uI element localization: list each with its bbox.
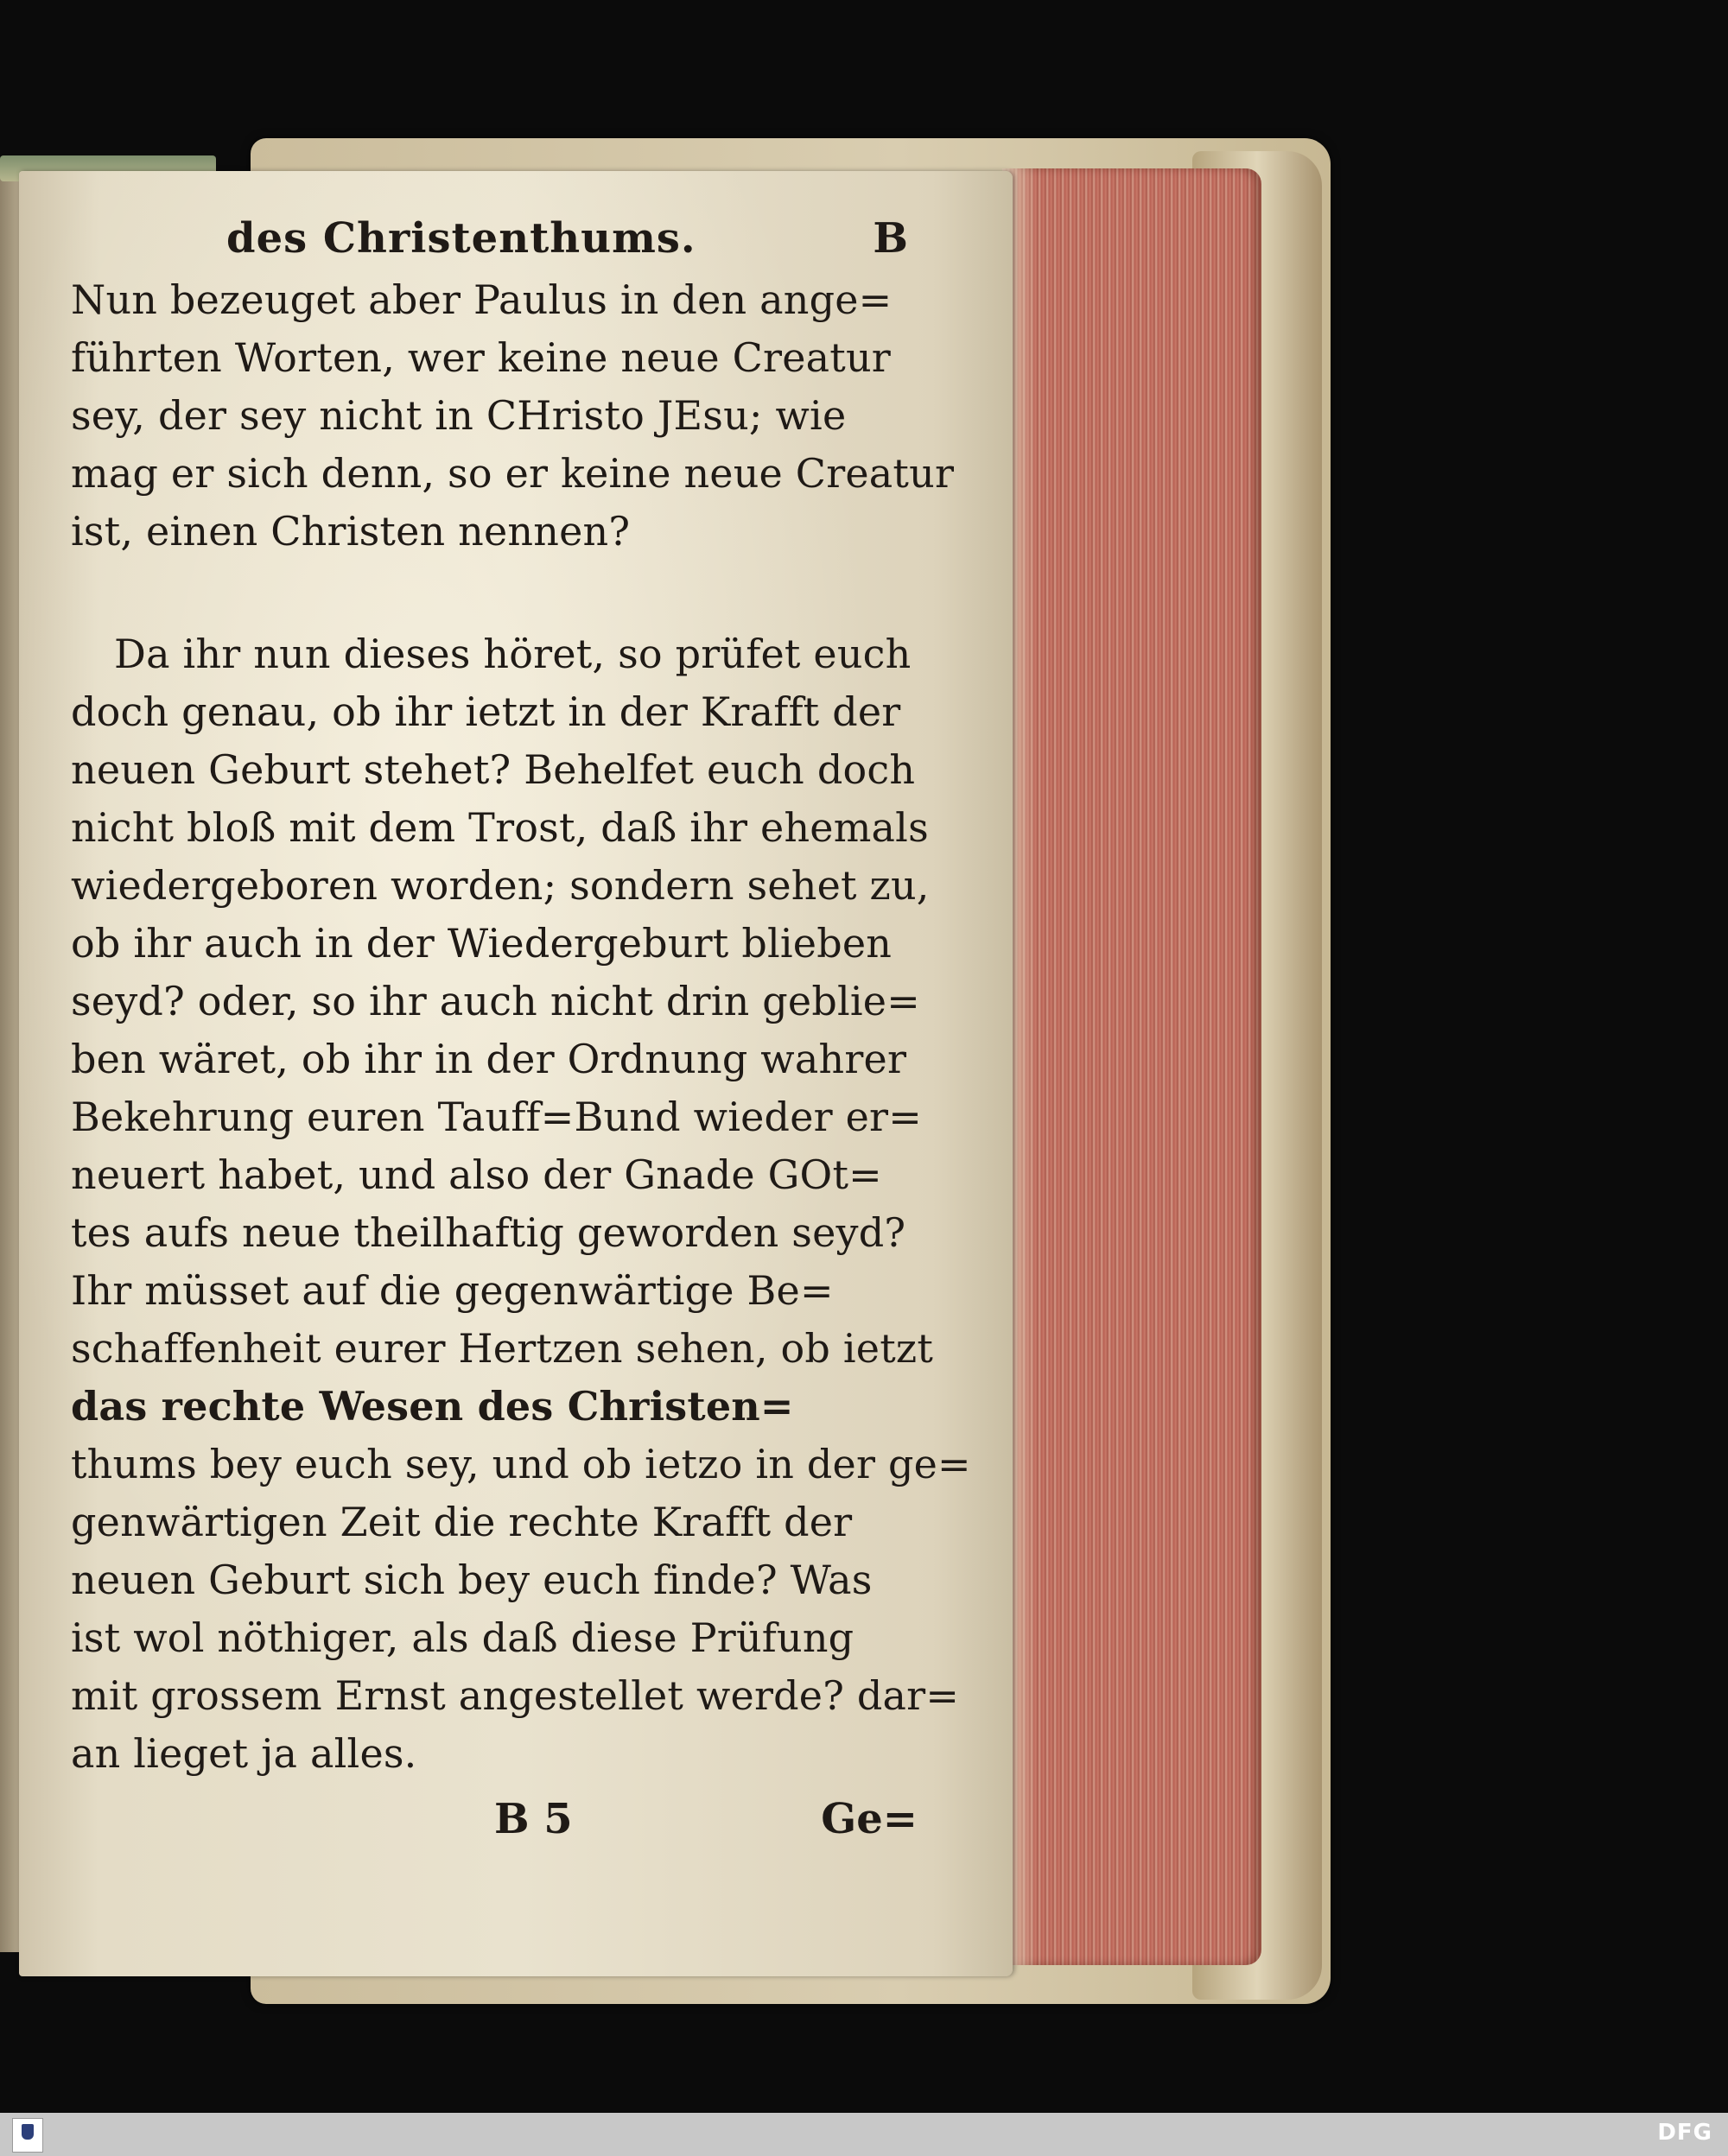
text-line: thums bey euch sey, und ob ietzo in der ge= [71, 1441, 971, 1487]
text-line: tes aufs neue theilhaftig geworden seyd? [71, 1209, 906, 1256]
text-line: Da ihr nun dieses höret, so prüfet euch [114, 631, 912, 677]
signature-mark-top: B [873, 214, 909, 263]
text-line: schaffenheit eurer Hertzen sehen, ob ietzt [71, 1325, 934, 1372]
text-line: ben wäret, ob ihr in der Ordnung wahrer [71, 1036, 907, 1082]
text-line: mit grossem Ernst angestellet werde? dar= [71, 1672, 960, 1719]
dfg-label: DFG [1657, 2120, 1712, 2146]
text-line: an lieget ja alles. [71, 1730, 417, 1777]
text-line: doch genau, ob ihr ietzt in der Krafft der [71, 688, 901, 735]
paragraph-gap [71, 561, 918, 625]
catchword: Ge= [821, 1795, 918, 1843]
text-line: ist wol nöthiger, als daß diese Prüfung [71, 1614, 854, 1661]
text-line: neuen Geburt stehet? Behelfet euch doch [71, 746, 916, 793]
text-line: Ihr müsset auf die gegenwärtige Be= [71, 1267, 834, 1314]
text-line: mag er sich denn, so er keine neue Creatur [71, 450, 955, 497]
signature-mark: B 5 [494, 1795, 573, 1843]
running-head [71, 214, 918, 271]
text-line: sey, der sey nicht in CHristo JEsu; wie [71, 392, 847, 439]
text-line: führten Worten, wer keine neue Creatur [71, 334, 891, 381]
text-line: seyd? oder, so ihr auch nicht drin geblie= [71, 978, 920, 1024]
page-footer [71, 1795, 918, 1855]
text-line: neuert habet, und also der Gnade GOt= [71, 1151, 882, 1198]
text-line: Bekehrung euren Tauff=Bund wieder er= [71, 1094, 922, 1140]
text-line: Nun bezeuget aber Paulus in den ange= [71, 276, 893, 323]
text-line: neuen Geburt sich bey euch finde? Was [71, 1557, 873, 1603]
page-text [71, 214, 971, 1855]
library-logo-icon [12, 2118, 43, 2153]
text-line: ist, einen Christen nennen? [71, 508, 631, 555]
viewer-info-bar [0, 2113, 1728, 2156]
text-line: wiedergeboren worden; sondern sehet zu, [71, 862, 930, 909]
running-head-title: des Christenthums. [226, 214, 696, 263]
red-page-edges [1002, 168, 1261, 1965]
text-line: nicht bloß mit dem Trost, daß ihr ehemals [71, 804, 929, 851]
shield-icon [22, 2124, 34, 2140]
text-line: genwärtigen Zeit die rechte Krafft der [71, 1499, 853, 1545]
book-page [19, 171, 1013, 1976]
text-line-emphasis: das rechte Wesen des Christen= [71, 1383, 794, 1430]
text-line: ob ihr auch in der Wiedergeburt blieben [71, 920, 893, 967]
